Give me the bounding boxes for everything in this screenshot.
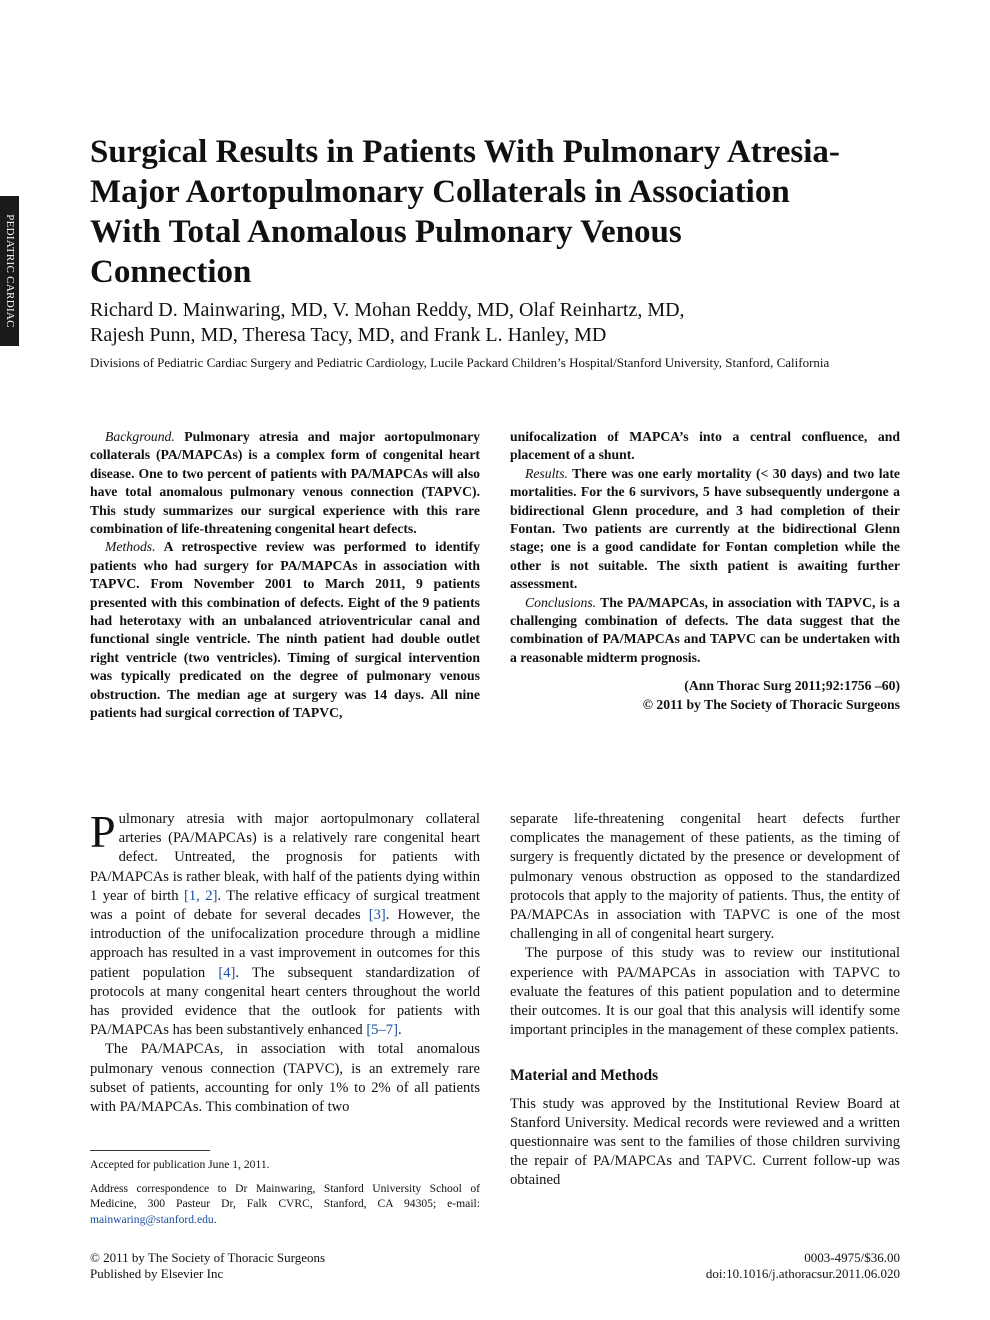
abstract-copyright: © 2011 by The Society of Thoracic Surgeons bbox=[642, 696, 900, 712]
abstract-conclusions-label: Conclusions. bbox=[525, 594, 597, 610]
methods-paragraph-1: This study was approved by the Institutional Review Board at Stanford University. Medical records were reviewed and a written questionnaire was sent to the families of those children surviving the repair of PA/MAPCAs and TAPVC. Current follow-up was obtained bbox=[510, 1095, 900, 1189]
footer-doi: doi:10.1016/j.athoracsur.2011.06.020 bbox=[705, 1266, 900, 1281]
footnote-divider bbox=[90, 1150, 210, 1151]
intro-text-e: . bbox=[397, 1022, 402, 1039]
abstract-methods bbox=[90, 538, 480, 722]
affiliation: Divisions of Pediatric Cardiac Surgery and Pediatric Cardiology, Lucile Packard Children’s Hospital/Stanford University, Stanford, California bbox=[90, 355, 830, 370]
section-side-tab-label: PEDIATRIC CARDIAC bbox=[3, 214, 16, 328]
intro-text-d: . The subsequent standardization of protocols at many congenital heart centers throughout the world has provided evidence that the outlook for patients with PA/MAPCAs has been substantively enhanced bbox=[90, 964, 481, 1039]
intro-text-c: . However, the introduction of the unifocalization procedure through a midline approach has resulted in a vast improvement in outcomes for this patient population bbox=[90, 907, 480, 981]
reference-link-5-7[interactable]: [5–7] bbox=[366, 1022, 398, 1039]
abstract-background-label: Background. bbox=[105, 429, 175, 444]
footer-issn-price: 0003-4975/$36.00 bbox=[804, 1250, 900, 1265]
author-line-2: Rajesh Punn, MD, Theresa Tacy, MD, and Frank L. Hanley, MD bbox=[90, 324, 607, 346]
abstract-background bbox=[90, 428, 480, 538]
correspondence-end: . bbox=[213, 1212, 217, 1226]
abstract-background-text: Pulmonary atresia and major aortopulmonary collaterals (PA/MAPCAs) is a complex form of congenital heart disease. One to two percent of patients with PA/MAPCAs will also have total anomalous pulmonary venous connection (TAPVC). This study summarizes our surgical experience with this rare combination of life-threatening congenital heart defects. bbox=[90, 429, 481, 537]
correspondence-text: Address correspondence to Dr Mainwaring, Stanford University School of Medicine, 300 Pasteur Dr, Falk CVRC, Stanford, CA 94305; e-mail: bbox=[90, 1181, 480, 1210]
body-right-column bbox=[510, 810, 900, 1191]
reference-link-4[interactable]: [4] bbox=[218, 964, 236, 981]
reference-link-3[interactable]: [3] bbox=[368, 907, 386, 924]
abstract-methods-label: Methods. bbox=[105, 539, 156, 555]
article-title: Surgical Results in Patients With Pulmonary Atresia-Major Aortopulmonary Collaterals in Association With Total Anomalous Pulmonary Venous Connection bbox=[90, 134, 840, 290]
footer-right bbox=[706, 1250, 900, 1282]
drop-cap: P bbox=[90, 806, 116, 857]
correspondence-note bbox=[90, 1181, 480, 1228]
abstract-left-column bbox=[90, 428, 480, 723]
footnotes bbox=[90, 1157, 480, 1235]
intro-paragraph-3: The purpose of this study was to review our institutional experience with PA/MAPCAs in association with TAPVC to evaluate the features of this patient population and to determine their outcomes. It is our goal that this analysis will identify some important principles in the management of these complex patients. bbox=[510, 945, 900, 1039]
abstract-methods-text: A retrospective review was performed to identify patients who had surgery for PA/MAPCAs in association with TAPVC. From November 2001 to March 2011, 9 patients presented with this combination of defects. Eight of the 9 patients had heterotaxy with an unbalanced atrioventricular canal and functional single ventricle. The ninth patient had double outlet right ventricle (two ventricles). Timing of surgical intervention was typically predicated on the degree of pulmonary venous obstruction. The median age at surgery was 14 days. All nine patients had surgical correction of TAPVC, bbox=[90, 539, 480, 721]
abstract-results bbox=[510, 465, 900, 594]
abstract-results-text: There was one early mortality (< 30 days) and two late mortalities. For the 6 survivors, 5 have subsequently undergone a bidirectional Glenn procedure, and 3 had completion of their Fontan. Two patients are currently at the bidirectional Glenn stage; one is a good candidate for Fontan completion while the other is not suitable. The sixth patient is awaiting further assessment. bbox=[510, 465, 900, 592]
accepted-note: Accepted for publication June 1, 2011. bbox=[90, 1158, 270, 1171]
intro-paragraph-1 bbox=[90, 806, 481, 1040]
citation-block bbox=[510, 677, 900, 714]
author-line-1: Richard D. Mainwaring, MD, V. Mohan Reddy, MD, Olaf Reinhartz, MD, bbox=[90, 299, 685, 321]
email-link[interactable]: mainwaring@stanford.edu bbox=[90, 1212, 214, 1226]
abstract-results-label: Results. bbox=[525, 465, 568, 481]
section-heading-methods: Material and Methods bbox=[510, 1067, 659, 1085]
reference-link-1-2[interactable]: [1, 2] bbox=[184, 887, 218, 904]
intro-text-b: . The relative efficacy of surgical treatment was a point of debate for several decades bbox=[90, 887, 480, 924]
footer-left bbox=[90, 1250, 325, 1282]
body-left-column bbox=[90, 806, 481, 1117]
abstract-right-column bbox=[510, 428, 900, 714]
abstract-conclusions bbox=[510, 594, 900, 668]
abstract-methods-continued: unifocalization of MAPCA’s into a central confluence, and placement of a shunt. bbox=[510, 429, 900, 463]
intro-paragraph-2: The PA/MAPCAs, in association with total anomalous pulmonary venous connection (TAPVC), is an extremely rare subset of patients, accounting for only 1% to 2% of all patients with PA/MAPCAs. This combination of two bbox=[90, 1041, 480, 1116]
abstract-conclusions-text: The PA/MAPCAs, in association with TAPVC, is a challenging combination of defects. The data suggest that the combination of PA/MAPCAs and TAPVC can be undertaken with a reasonable midterm prognosis. bbox=[510, 594, 900, 665]
journal-citation: (Ann Thorac Surg 2011;92:1756 –60) bbox=[684, 678, 900, 694]
author-list bbox=[90, 298, 810, 348]
intro-text-a: ulmonary atresia with major aortopulmonary collateral arteries (PA/MAPCAs) is a relatively rare congenital heart defect. Untreated, the prognosis for patients with PA/MAPCAs is rather bleak, with half of the patients dying within 1 year of birth bbox=[90, 811, 480, 904]
intro-paragraph-2-continued: separate life-threatening congenital heart defects further complicates the management of these patients, as the timing of surgery is frequently dictated by the presence or development of pulmonary venous obstruction as opposed to the standardized protocols that apply to the majority of patients. Thus, the entity of PA/MAPCAs in association with TAPVC is one of the most challenging in all of congenital heart surgery. bbox=[510, 811, 900, 943]
section-side-tab bbox=[0, 196, 19, 346]
footer-copyright: © 2011 by The Society of Thoracic Surgeons bbox=[90, 1250, 326, 1265]
footer-publisher: Published by Elsevier Inc bbox=[90, 1266, 224, 1281]
